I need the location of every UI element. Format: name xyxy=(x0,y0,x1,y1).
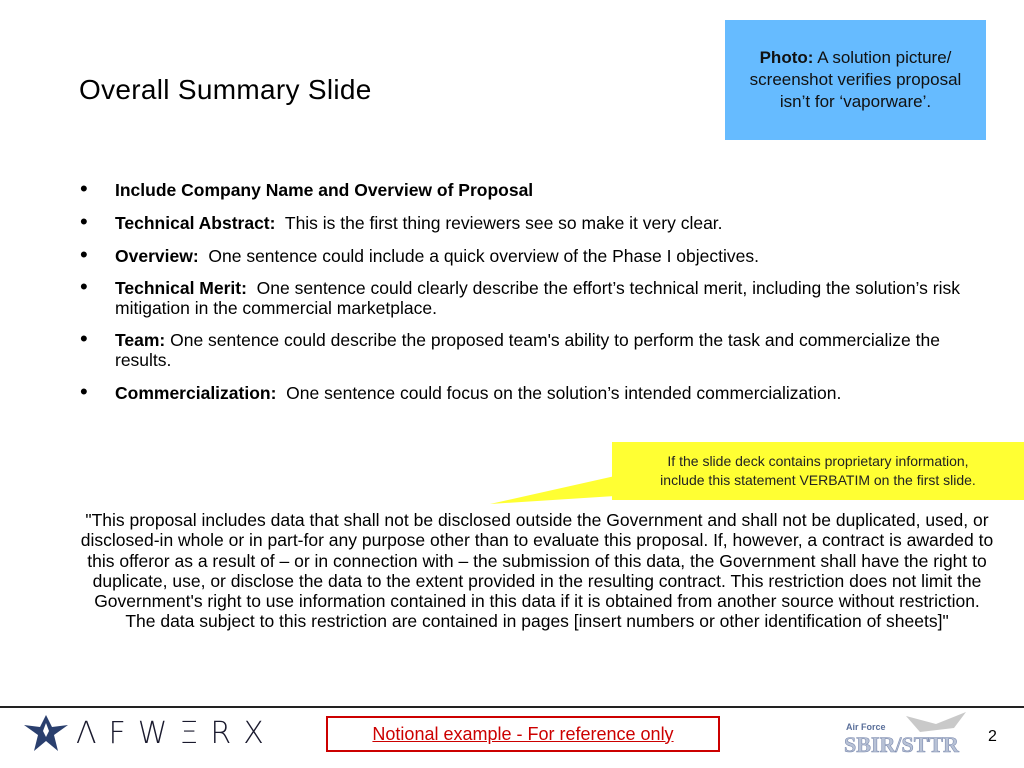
verbatim-callout xyxy=(612,442,1024,500)
afwerx-wordmark: ΛFWΞRX xyxy=(76,715,276,751)
bullet-item xyxy=(80,209,723,234)
bullet-label: Include Company Name and Overview of Proposal xyxy=(115,180,534,200)
photo-text-line2: screenshot verifies proposal xyxy=(749,69,962,89)
bullet-label: Commercialization: xyxy=(115,383,277,403)
bullet-dot: • xyxy=(80,274,88,299)
bullet-text: One sentence could clearly describe the effort’s technical merit, including the solution’s risk mitigation in the commercial marketplace. xyxy=(115,278,965,318)
page-number: 2 xyxy=(988,728,997,745)
bullet-label: Overview: xyxy=(115,246,199,266)
bullet-text: One sentence could focus on the solution’s intended commercialization. xyxy=(276,383,842,403)
bullet-item xyxy=(80,326,950,370)
sbir-sttr-logo xyxy=(836,710,976,758)
callout-pointer xyxy=(490,470,620,510)
bullet-label: Team: xyxy=(115,330,166,350)
bullet-dot: • xyxy=(80,176,88,201)
bullet-item xyxy=(80,176,534,201)
bullet-dot: • xyxy=(80,242,88,267)
photo-text-line3: isn’t for ‘vaporware’. xyxy=(779,92,932,112)
callout-line2: include this statement VERBATIM on the first slide. xyxy=(660,472,976,488)
bullet-label: Technical Merit: xyxy=(115,278,247,298)
bullet-text: One sentence could include a quick overview of the Phase I objectives. xyxy=(198,246,759,266)
footer-divider xyxy=(0,706,1024,708)
proprietary-statement: "This proposal includes data that shall not be disclosed outside the Government and shall not be duplicated, used, or disclosed-in whole or in part-for any purpose other than to evaluate this proposal. If, however, a contract is awarded to this offeror as a result of – or in connection with – the submission of this data, the Government shall have the right to duplicate, use, or disclose the data to the extent provided in the resulting contract. This restriction does not limit the Government's right to use information contained in this data if it is obtained from another source without restriction. The data subject to this restriction are contained in pages [insert numbers or other identification of sheets]" xyxy=(80,510,994,632)
sbir-main-text: SBIR/STTR xyxy=(844,732,959,757)
bullet-item xyxy=(80,379,842,404)
afwerx-logo xyxy=(24,713,276,753)
bullet-item xyxy=(80,242,759,267)
bullet-item xyxy=(80,274,970,318)
photo-label: Photo: xyxy=(759,47,814,67)
photo-text-line1: A solution picture/ xyxy=(813,47,952,67)
bullet-dot: • xyxy=(80,379,88,404)
bullet-dot: • xyxy=(80,209,88,234)
sbir-small-text: Air Force xyxy=(846,722,886,732)
callout-line1: If the slide deck contains proprietary information, xyxy=(667,453,969,469)
bullet-text: This is the first thing reviewers see so make it very clear. xyxy=(275,213,723,233)
notional-example-label: Notional example - For reference only xyxy=(326,716,720,752)
bullet-label: Technical Abstract: xyxy=(115,213,276,233)
bullet-dot: • xyxy=(80,326,88,351)
photo-placeholder-box xyxy=(725,20,986,140)
air-force-wings-icon xyxy=(24,713,68,753)
bullet-text: One sentence could describe the proposed team's ability to perform the task and commercialize the results. xyxy=(115,330,945,370)
slide-title: Overall Summary Slide xyxy=(79,74,372,105)
